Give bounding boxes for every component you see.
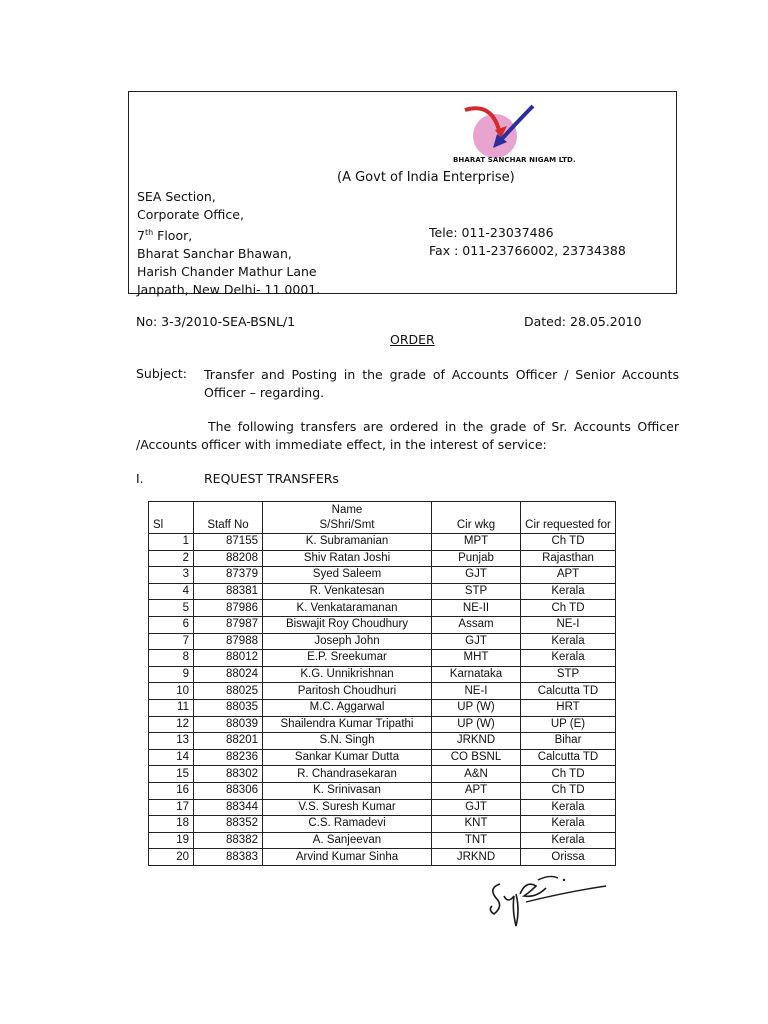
cell-sl: 2 bbox=[149, 550, 194, 567]
cell-cir-wkg: GJT bbox=[432, 633, 521, 650]
cell-cir-requested: Ch TD bbox=[521, 782, 616, 799]
cell-cir-requested: Calcutta TD bbox=[521, 749, 616, 766]
cell-sl: 17 bbox=[149, 799, 194, 816]
table-row bbox=[149, 749, 616, 766]
cell-cir-wkg: MPT bbox=[432, 534, 521, 551]
cell-staff-no: 88383 bbox=[194, 849, 263, 866]
cell-sl: 10 bbox=[149, 683, 194, 700]
cell-sl: 11 bbox=[149, 699, 194, 716]
table-row bbox=[149, 616, 616, 633]
order-date: Dated: 28.05.2010 bbox=[524, 314, 642, 329]
cell-sl: 7 bbox=[149, 633, 194, 650]
cell-cir-requested: Rajasthan bbox=[521, 550, 616, 567]
table-row bbox=[149, 567, 616, 584]
cell-cir-wkg: KNT bbox=[432, 816, 521, 833]
cell-sl: 14 bbox=[149, 749, 194, 766]
cell-staff-no: 88382 bbox=[194, 832, 263, 849]
cell-cir-wkg: GJT bbox=[432, 799, 521, 816]
cell-staff-no: 88025 bbox=[194, 683, 263, 700]
table-row bbox=[149, 733, 616, 750]
cell-cir-wkg: APT bbox=[432, 782, 521, 799]
cell-staff-no: 87155 bbox=[194, 534, 263, 551]
cell-cir-requested: Kerala bbox=[521, 799, 616, 816]
letterhead bbox=[128, 91, 677, 298]
cell-name: A. Sanjeevan bbox=[263, 832, 432, 849]
cell-sl: 12 bbox=[149, 716, 194, 733]
cell-staff-no: 88344 bbox=[194, 799, 263, 816]
telephone: Tele: 011-23037486 bbox=[429, 225, 554, 240]
cell-name: Syed Saleem bbox=[263, 567, 432, 584]
enterprise-label: (A Govt of India Enterprise) bbox=[337, 170, 515, 185]
cell-name: Shailendra Kumar Tripathi bbox=[263, 716, 432, 733]
cell-staff-no: 87987 bbox=[194, 616, 263, 633]
cell-name: Arvind Kumar Sinha bbox=[263, 849, 432, 866]
cell-name: K. Venkataramanan bbox=[263, 600, 432, 617]
cell-cir-wkg: TNT bbox=[432, 832, 521, 849]
cell-cir-requested: Ch TD bbox=[521, 600, 616, 617]
table-row bbox=[149, 633, 616, 650]
cell-name: E.P. Sreekumar bbox=[263, 650, 432, 667]
cell-sl: 5 bbox=[149, 600, 194, 617]
cell-cir-wkg: NE-I bbox=[432, 683, 521, 700]
cell-cir-wkg: UP (W) bbox=[432, 699, 521, 716]
cell-staff-no: 88035 bbox=[194, 699, 263, 716]
cell-name: Paritosh Choudhuri bbox=[263, 683, 432, 700]
subject-text: Transfer and Posting in the grade of Accounts Officer / Senior Accounts Officer – regarding. bbox=[204, 367, 679, 400]
header-cir-wkg: Cir wkg bbox=[432, 502, 521, 534]
cell-sl: 16 bbox=[149, 782, 194, 799]
table-row bbox=[149, 600, 616, 617]
table-row bbox=[149, 799, 616, 816]
table-row bbox=[149, 699, 616, 716]
cell-cir-wkg: UP (W) bbox=[432, 716, 521, 733]
cell-staff-no: 88201 bbox=[194, 733, 263, 750]
cell-sl: 18 bbox=[149, 816, 194, 833]
cell-cir-requested: Calcutta TD bbox=[521, 683, 616, 700]
cell-staff-no: 88039 bbox=[194, 716, 263, 733]
address-line: Harish Chander Mathur Lane bbox=[137, 264, 317, 280]
cell-staff-no: 88012 bbox=[194, 650, 263, 667]
table-row bbox=[149, 849, 616, 866]
cell-cir-requested: Kerala bbox=[521, 816, 616, 833]
cell-sl: 8 bbox=[149, 650, 194, 667]
address-line: Corporate Office, bbox=[137, 207, 244, 222]
order-body: The following transfers are ordered in the grade of Sr. Accounts Officer /Accounts officer with immediate effect, in the interest of service: bbox=[136, 419, 679, 452]
contact-block bbox=[429, 224, 626, 260]
cell-staff-no: 88381 bbox=[194, 583, 263, 600]
cell-cir-requested: Kerala bbox=[521, 583, 616, 600]
cell-cir-wkg: CO BSNL bbox=[432, 749, 521, 766]
cell-name: R. Venkatesan bbox=[263, 583, 432, 600]
table-row bbox=[149, 550, 616, 567]
section-title: REQUEST TRANSFERs bbox=[204, 471, 339, 486]
cell-name: Joseph John bbox=[263, 633, 432, 650]
cell-staff-no: 87988 bbox=[194, 633, 263, 650]
cell-sl: 15 bbox=[149, 766, 194, 783]
cell-name: S.N. Singh bbox=[263, 733, 432, 750]
cell-cir-requested: Kerala bbox=[521, 832, 616, 849]
cell-staff-no: 88306 bbox=[194, 782, 263, 799]
table-row bbox=[149, 534, 616, 551]
transfer-table bbox=[148, 501, 616, 866]
address-line: Bharat Sanchar Bhawan, bbox=[137, 246, 292, 262]
table-header-row bbox=[149, 502, 616, 534]
cell-cir-wkg: STP bbox=[432, 583, 521, 600]
cell-sl: 13 bbox=[149, 733, 194, 750]
address-line: SEA Section, bbox=[137, 189, 216, 204]
cell-cir-wkg: NE-II bbox=[432, 600, 521, 617]
header-name: Name S/Shri/Smt bbox=[263, 502, 432, 534]
cell-sl: 9 bbox=[149, 666, 194, 683]
header-sl: Sl bbox=[149, 502, 194, 534]
cell-sl: 6 bbox=[149, 616, 194, 633]
address-block bbox=[137, 188, 320, 299]
cell-cir-wkg: A&N bbox=[432, 766, 521, 783]
order-title: ORDER bbox=[390, 332, 435, 347]
table-row bbox=[149, 716, 616, 733]
table-row bbox=[149, 832, 616, 849]
cell-cir-requested: APT bbox=[521, 567, 616, 584]
cell-cir-requested: NE-I bbox=[521, 616, 616, 633]
table-row bbox=[149, 650, 616, 667]
cell-name: Shiv Ratan Joshi bbox=[263, 550, 432, 567]
cell-staff-no: 88208 bbox=[194, 550, 263, 567]
cell-cir-wkg: MHT bbox=[432, 650, 521, 667]
cell-cir-wkg: JRKND bbox=[432, 733, 521, 750]
cell-cir-requested: Orissa bbox=[521, 849, 616, 866]
cell-staff-no: 87379 bbox=[194, 567, 263, 584]
cell-sl: 20 bbox=[149, 849, 194, 866]
cell-cir-requested: Ch TD bbox=[521, 534, 616, 551]
address-line-floor: 7th Floor, bbox=[137, 228, 193, 244]
cell-staff-no: 88352 bbox=[194, 816, 263, 833]
cell-name: K.G. Unnikrishnan bbox=[263, 666, 432, 683]
cell-cir-requested: Kerala bbox=[521, 633, 616, 650]
cell-cir-requested: STP bbox=[521, 666, 616, 683]
cell-cir-wkg: Karnataka bbox=[432, 666, 521, 683]
section-number: I. bbox=[136, 471, 144, 486]
cell-staff-no: 88236 bbox=[194, 749, 263, 766]
cell-name: Biswajit Roy Choudhury bbox=[263, 616, 432, 633]
cell-staff-no: 88302 bbox=[194, 766, 263, 783]
cell-cir-wkg: JRKND bbox=[432, 849, 521, 866]
cell-sl: 3 bbox=[149, 567, 194, 584]
cell-cir-requested: Ch TD bbox=[521, 766, 616, 783]
cell-name: K. Subramanian bbox=[263, 534, 432, 551]
cell-cir-wkg: Assam bbox=[432, 616, 521, 633]
cell-cir-requested: HRT bbox=[521, 699, 616, 716]
cell-name: K. Srinivasan bbox=[263, 782, 432, 799]
address-line: Janpath, New Delhi- 11 0001. bbox=[137, 282, 321, 298]
cell-cir-requested: Kerala bbox=[521, 650, 616, 667]
cell-cir-requested: UP (E) bbox=[521, 716, 616, 733]
cell-cir-wkg: GJT bbox=[432, 567, 521, 584]
order-number: No: 3-3/2010-SEA-BSNL/1 bbox=[136, 314, 296, 329]
header-staff-no: Staff No bbox=[194, 502, 263, 534]
table-row bbox=[149, 782, 616, 799]
fax: Fax : 011-23766002, 23734388 bbox=[429, 243, 626, 258]
cell-cir-wkg: Punjab bbox=[432, 550, 521, 567]
subject-label: Subject: bbox=[136, 366, 187, 381]
cell-name: Sankar Kumar Dutta bbox=[263, 749, 432, 766]
table-row bbox=[149, 666, 616, 683]
cell-sl: 1 bbox=[149, 534, 194, 551]
cell-name: C.S. Ramadevi bbox=[263, 816, 432, 833]
cell-sl: 4 bbox=[149, 583, 194, 600]
cell-name: V.S. Suresh Kumar bbox=[263, 799, 432, 816]
cell-name: R. Chandrasekaran bbox=[263, 766, 432, 783]
logo-text: BHARAT SANCHAR NIGAM LTD. bbox=[453, 156, 576, 164]
table-row bbox=[149, 816, 616, 833]
handwritten-signature-icon bbox=[486, 870, 610, 934]
cell-staff-no: 87986 bbox=[194, 600, 263, 617]
cell-sl: 19 bbox=[149, 832, 194, 849]
table-row bbox=[149, 766, 616, 783]
table-row bbox=[149, 583, 616, 600]
table-row bbox=[149, 683, 616, 700]
cell-cir-requested: Bihar bbox=[521, 733, 616, 750]
cell-name: M.C. Aggarwal bbox=[263, 699, 432, 716]
header-cir-requested: Cir requested for bbox=[521, 502, 616, 534]
cell-staff-no: 88024 bbox=[194, 666, 263, 683]
